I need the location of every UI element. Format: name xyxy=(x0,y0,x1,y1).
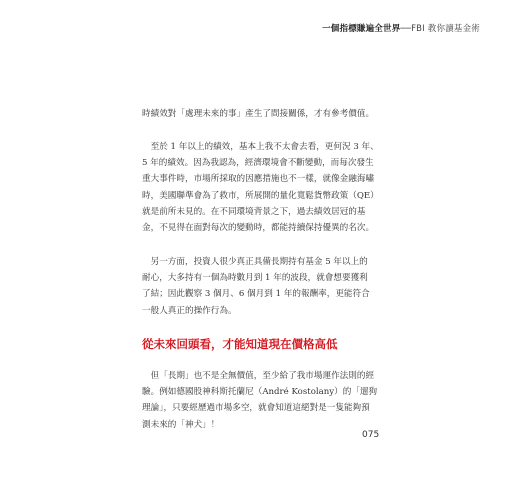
text-line: 了結；因此觀察 3 個月、6 個月到 1 年的報酬率，更能符合 xyxy=(142,289,370,300)
page-number: 075 xyxy=(362,430,380,440)
paragraph xyxy=(142,254,380,319)
text-line: 驗。例如德國股神科斯托蘭尼（André Kostolany）的「遛狗 xyxy=(142,387,378,398)
text-line: 金，不見得在面對每次的變動時，都能持續保持優異的名次。 xyxy=(142,223,375,234)
text-line: 耐心，大多持有一個為時數月到 1 年的波段，就會想要獲利 xyxy=(142,273,368,284)
section-heading: 從未來回頭看，才能知道現在價格高低 xyxy=(142,337,338,351)
book-subtitle: FBI 教你讀基金術 xyxy=(411,24,480,34)
text-line: 但「長期」也不是全無價值，至少給了我市場運作法則的經 xyxy=(142,371,375,381)
text-line: 5 年的績效。因為我認為，經濟環境會不斷變動，而每次發生 xyxy=(142,158,374,169)
text-line: 時，美國聯準會為了救市，所展開的量化寬鬆貨幣政策（QE） xyxy=(142,190,379,201)
text-line: 就是前所未見的。在不同環境背景之下，過去績效居冠的基 xyxy=(142,206,366,217)
paragraph xyxy=(142,139,380,236)
text-line: 重大事件時，市場所採取的因應措施也不一樣，就像金融海嘯 xyxy=(142,174,375,185)
book-title: 一個指標賺遍全世界 xyxy=(322,24,401,34)
paragraph xyxy=(142,106,380,122)
text-line: 測未來的「神犬」！ xyxy=(142,419,220,430)
text-line: 時績效對「處理未來的事」產生了間接關係，才有參考價值。 xyxy=(142,109,375,119)
paragraph xyxy=(142,368,380,433)
header-separator: ── xyxy=(400,24,412,34)
text-line: 至於 1 年以上的績效，基本上我不太會去看，更何況 3 年、 xyxy=(142,142,379,152)
running-header xyxy=(322,22,480,34)
text-line: 另一方面，投資人很少真正具備長期持有基金 5 年以上的 xyxy=(142,257,368,267)
text-line: 一般人真正的操作行為。 xyxy=(142,305,237,316)
text-line: 理論」，只要經歷過市場多空，就會知道這絕對是一隻能夠預 xyxy=(142,403,370,414)
